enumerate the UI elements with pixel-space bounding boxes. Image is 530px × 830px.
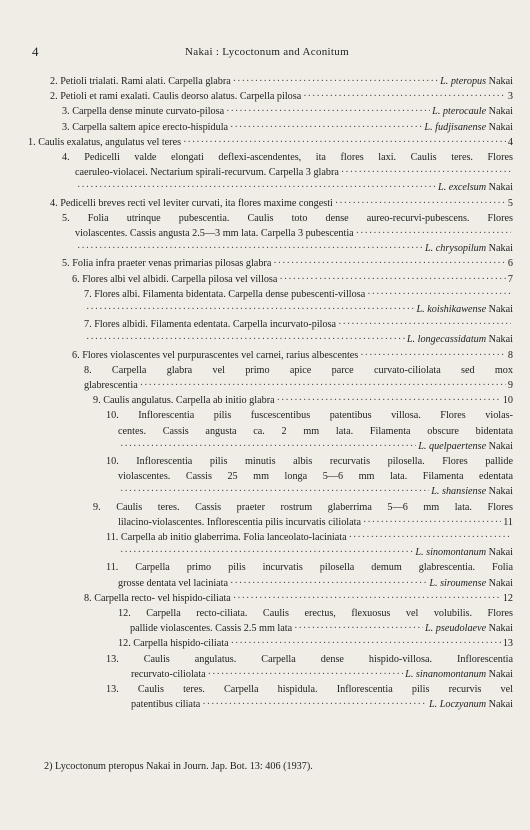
key-line-text: grosse dentata vel laciniata <box>118 577 229 589</box>
key-line <box>93 393 513 408</box>
key-line-result: 7 <box>507 273 513 285</box>
key-line-text: 9. Caulis teres. Cassis praeter rostrum glaberrima 5—6 mm lata. Flores <box>93 501 513 513</box>
key-line-text: recurvato-ciliolata <box>131 668 206 680</box>
key-line <box>118 606 513 621</box>
leader-dots <box>233 74 438 89</box>
key-line <box>131 697 513 712</box>
key-line-result: L. excelsum Nakai <box>438 182 513 194</box>
key-line <box>106 408 513 423</box>
key-line-result: 12 <box>502 592 513 604</box>
key-line <box>75 180 513 195</box>
key-line-text: lilacino-violascentes. Inflorescentia pilis incurvatis ciliolata <box>118 516 362 528</box>
key-line <box>106 530 513 545</box>
leader-dots <box>279 272 505 287</box>
key-line-text: 11. Carpella primo pilis incurvatis pilosella demum glabrescentia. Folia <box>106 562 513 574</box>
leader-dots <box>294 621 423 636</box>
key-line-result: L. pteropus Nakai <box>440 76 513 87</box>
key-line-text: 5. Folia utrinque pubescentia. Caulis toto dense aureo-recurvi-pubescens. Flores <box>62 212 513 224</box>
key-line-result: L. shansiense Nakai <box>431 486 513 498</box>
key-line-result: L. longecassidatum Nakai <box>406 334 513 346</box>
key-line <box>62 211 513 226</box>
key-line <box>118 545 513 560</box>
key-line <box>50 74 513 89</box>
key-line <box>118 469 513 484</box>
key-line <box>93 500 513 515</box>
key-line-result: L. Loczyanum Nakai <box>428 699 513 711</box>
key-line <box>84 317 513 332</box>
key-line-text: 10. Inflorescentia pilis minutis albis recurvatis pilosella. Flores pallide <box>106 456 513 467</box>
key-line-text: caeruleo-violacei. Nectarium spirali-recurvum. Carpella 3 glabra <box>75 167 339 179</box>
key-line-text: 11. Carpella ab initio glaberrima. Folia lanceolato-laciniata <box>106 532 347 543</box>
key-line-text: violascentes. Cassis angusta 2.5—3 mm lata. Carpella 3 pubescentia <box>75 228 354 239</box>
leader-dots <box>86 302 415 317</box>
key-line <box>131 667 513 682</box>
key-line-result: L. sinomontanum Nakai <box>415 547 513 559</box>
key-line <box>106 560 513 575</box>
key-line-result: 6 <box>507 258 513 270</box>
leader-dots <box>360 348 506 363</box>
key-line-result: 3 <box>507 91 513 103</box>
page-number: 4 <box>32 44 39 59</box>
leader-dots <box>341 165 511 180</box>
key-line <box>75 165 513 180</box>
leader-dots <box>233 591 501 606</box>
key-line <box>84 378 513 393</box>
leader-dots <box>277 393 501 408</box>
key-line-text: 6. Flores albi vel albidi. Carpella pilosa vel villosa <box>72 273 278 285</box>
key-line-text: 12. Carpella hispido-ciliata <box>118 638 229 650</box>
key-line-text: 2. Petioli et rami exalati. Caulis deorso alatus. Carpella pilosa <box>50 91 302 103</box>
key-line-text: 4. Pedicelli breves recti vel leviter curvati, ita flores maxime congesti <box>50 197 333 209</box>
key-line <box>75 241 513 256</box>
key-line-result: 13 <box>502 638 513 650</box>
leader-dots <box>86 332 405 347</box>
key-line-text: 2. Petioli trialati. Rami alati. Carpella glabra <box>50 76 231 87</box>
key-line-text: 13. Caulis teres. Carpella hispidula. Inflorescentia pilis recurvis vel <box>106 684 513 695</box>
key-line <box>118 576 513 591</box>
key-line-text: pallide violascentes. Cassis 2.5 mm lata <box>130 623 293 635</box>
key-line <box>62 150 513 165</box>
key-line-text: 9. Caulis angulatus. Carpella ab initio glabra <box>93 395 275 407</box>
key-line <box>118 636 513 651</box>
key-line <box>50 89 513 104</box>
leader-dots <box>273 256 506 271</box>
key-line-result: 5 <box>507 197 513 209</box>
key-line <box>118 515 513 530</box>
key-line <box>84 332 513 347</box>
leader-dots <box>303 89 506 104</box>
key-line <box>62 256 513 271</box>
key-line-result: L. fudjisanense Nakai <box>424 121 513 133</box>
key-line-text: patentibus ciliata <box>131 699 201 711</box>
leader-dots <box>208 667 404 682</box>
key-line-result: L. siroumense Nakai <box>429 577 513 589</box>
key-line-result: L. chrysopilum Nakai <box>425 243 513 255</box>
key-line-text: 10. Inflorescentia pilis fuscescentibus patentibus villosa. Flores violas- <box>106 410 513 422</box>
key-line-result: 9 <box>507 380 513 391</box>
leader-dots <box>226 104 430 119</box>
key-line-text: 3. Carpella dense minute curvato-pilosa <box>62 106 225 118</box>
key-line <box>118 439 513 454</box>
key-line-result: L. pseudolaeve Nakai <box>425 623 513 635</box>
key-line <box>72 272 513 287</box>
leader-dots <box>356 226 511 241</box>
leader-dots <box>77 241 423 256</box>
key-line <box>84 287 513 302</box>
key-line-result: L. pterocaule Nakai <box>432 106 513 118</box>
key-line-result: 10 <box>502 395 513 407</box>
key-line-text: 7. Flores albi. Filamenta bidentata. Carpella dense pubescenti-villosa <box>84 288 366 300</box>
leader-dots <box>183 135 506 150</box>
key-line <box>106 652 513 667</box>
leader-dots <box>231 636 501 651</box>
key-line <box>118 484 513 499</box>
key-line <box>62 104 513 119</box>
key-line-text: 7. Flores albidi. Filamenta edentata. Carpella incurvato-pilosa <box>84 319 337 331</box>
key-line-text: centes. Cassis angusta ca. 2 mm lata. Filamenta obscure bidentata <box>118 425 513 437</box>
key-line-result: 4 <box>507 136 513 148</box>
key-line-text: 5. Folia infra praeter venas primarias pilosas glabra <box>62 258 272 270</box>
key-line <box>62 120 513 135</box>
key-line-text: 8. Carpella glabra vel primo apice parce curvato-ciliolata sed mox <box>84 364 513 376</box>
key-line <box>106 682 513 697</box>
key-line-result: L. quelpaertense Nakai <box>418 440 513 452</box>
key-line-text: 1. Caulis exalatus, angulatus vel teres <box>28 136 182 148</box>
key-line <box>130 621 513 636</box>
key-line-text: glabrescentia <box>84 380 138 391</box>
key-line-text: 8. Carpella recto- vel hispido-ciliata <box>84 592 231 604</box>
key-line <box>28 135 513 150</box>
leader-dots <box>77 180 436 195</box>
leader-dots <box>335 196 506 211</box>
leader-dots <box>349 530 511 545</box>
key-line-text: 3. Carpella saltem apice erecto-hispidula <box>62 121 229 133</box>
key-line <box>118 424 513 439</box>
key-line <box>84 363 513 378</box>
key-line-result: 11 <box>503 516 513 528</box>
leader-dots <box>120 439 416 454</box>
key-line <box>75 226 513 241</box>
key-line-text: violascentes. Cassis 25 mm longa 5—6 mm lata. Filamenta edentata <box>118 471 513 483</box>
key-line <box>106 454 513 469</box>
leader-dots <box>140 378 506 393</box>
leader-dots <box>367 287 511 302</box>
leader-dots <box>202 697 427 712</box>
key-line-text: 13. Caulis angulatus. Carpella dense hispido-villosa. Inflorescentia <box>106 653 513 665</box>
key-line-text: 4. Pedicelli valde elongati deflexi-ascendentes, ita flores laxi. Caulis teres. Flores <box>62 152 513 163</box>
leader-dots <box>120 484 429 499</box>
leader-dots <box>120 545 413 560</box>
leader-dots <box>230 576 427 591</box>
key-line <box>84 591 513 606</box>
key-line <box>50 196 513 211</box>
key-line-result: 8 <box>507 349 513 361</box>
key-line-text: 6. Flores violascentes vel purpurascentes vel carnei, rarius albescentes <box>72 349 359 361</box>
footnote: 2) Lycoctonum pteropus Nakai in Journ. Jap. Bot. 13: 406 (1937). <box>44 761 313 772</box>
leader-dots <box>338 317 511 332</box>
key-line <box>84 302 513 317</box>
key-line <box>72 348 513 363</box>
leader-dots <box>363 515 501 530</box>
key-line-result: L. koishikawense Nakai <box>416 304 513 315</box>
key-line-result: L. sinanomontanum Nakai <box>405 668 513 680</box>
key-line-text: 12. Carpella recto-ciliata. Caulis erectus, flexuosus vel volubilis. Flores <box>118 608 513 619</box>
leader-dots <box>230 120 422 135</box>
page-header <box>32 44 502 60</box>
running-title: Nakai : Lycoctonum and Aconitum <box>185 46 349 58</box>
